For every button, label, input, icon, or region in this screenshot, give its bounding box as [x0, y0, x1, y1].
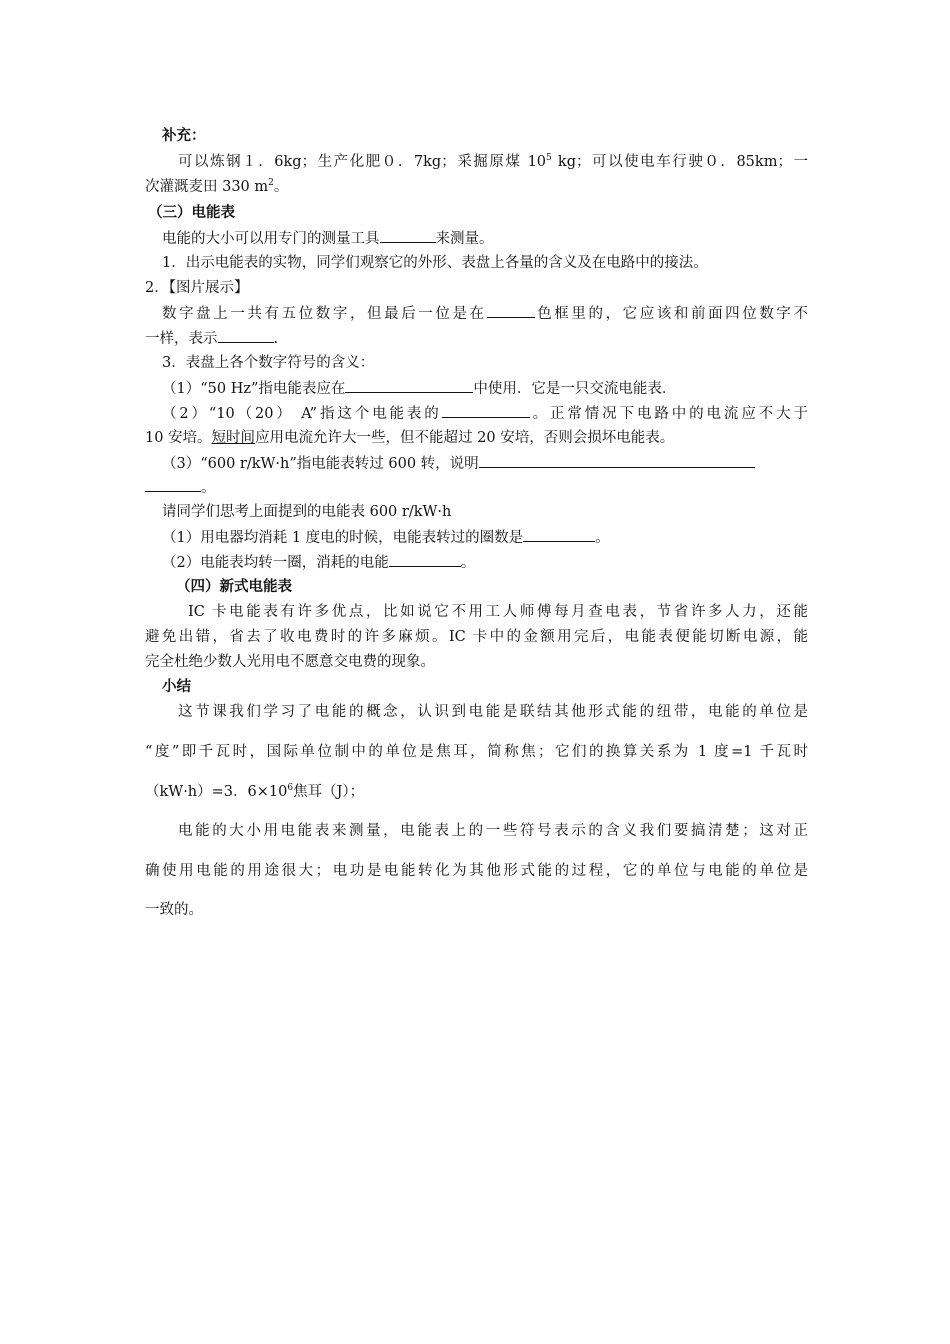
fill-blank — [145, 477, 201, 492]
meaning-2-line-2: 10 安培。短时间应用电流允许大一些，但不能超过 20 安培，否则会损坏电能表。 — [145, 430, 675, 446]
fill-blank — [523, 527, 595, 542]
meaning-2-line-1: （2）“10（20） A”指这个电能表的 。正常情况下电路中的电流应不大于 — [0, 403, 808, 424]
fill-blank — [487, 303, 535, 318]
summary-line-3: （kW·h）=3．$6\times 10^6$焦耳（J）； — [145, 783, 365, 800]
supplement-heading: 补充： — [162, 128, 206, 144]
digits-line-1: 数字盘上一共有五位数字，但最后一位是在 色框里的，它应该和前面四位数字不 — [0, 303, 808, 324]
think-prompt: 请同学们思考上面提到的电能表 600 r/kW·h — [162, 504, 452, 520]
summary-line-6: 一致的。 — [145, 902, 203, 918]
section-3-item-3: 3．表盘上各个数字符号的含义： — [162, 355, 375, 371]
question-1: （1）用电器均消耗 1 度电的时候，电能表转过的圈数是 。 — [0, 527, 950, 548]
meaning-1: （1）“50 Hz”指电能表应在 中使用．它是一只交流电能表． — [0, 378, 950, 399]
supplement-line-1: 可以炼钢１．6kg；生产化肥０．7kg；采掘原煤 $10^5$ kg；可以使电车行驶０．85km；一 — [178, 153, 808, 170]
summary-line-1: 这节课我们学习了电能的概念，认识到电能是联结其他形式能的纽带，电能的单位是 — [178, 704, 808, 720]
section-4-line-1: IC 卡电能表有许多优点，比如说它不用工人师傅每月查电表，节省许多人力，还能 — [188, 604, 808, 620]
section-3-item-1: 1．出示电能表的实物，同学们观察它的外形、表盘上各量的含义及在电路中的接法。 — [162, 255, 708, 271]
fill-blank — [380, 228, 436, 243]
section-3-item-2: 2．【图片展示】 — [145, 280, 249, 296]
summary-line-5: 确使用电能的用途很大；电功是电能转化为其他形式能的过程，它的单位与电能的单位是 — [145, 863, 808, 879]
meaning-3-line-2: 。 — [0, 477, 950, 498]
digits-line-2: 一样，表示 . — [0, 328, 950, 349]
fill-blank — [442, 403, 530, 418]
fill-blank — [218, 328, 274, 343]
fill-blank — [345, 378, 473, 393]
fill-blank — [389, 552, 461, 567]
section-4-heading: （四）新式电能表 — [176, 579, 292, 595]
section-3-paragraph-1: 电能的大小可以用专门的测量工具 来测量。 — [0, 228, 950, 249]
section-4-line-3: 完全杜绝少数人光用电不愿意交电费的现象。 — [145, 654, 435, 670]
meaning-3-line-1: （3）“600 r/kW·h”指电能表转过 600 转，说明 — [0, 453, 950, 474]
summary-heading: 小结 — [162, 679, 191, 695]
summary-line-4: 电能的大小用电能表来测量，电能表上的一些符号表示的含义我们要搞清楚；这对正 — [178, 823, 808, 839]
section-4-line-2: 避免出错，省去了收电费时的许多麻烦。IC 卡中的金额用完后，电能表便能切断电源，能 — [145, 629, 808, 645]
fill-blank — [479, 453, 755, 468]
supplement-line-2: 次灌溉麦田 330 $m^2$。 — [145, 178, 289, 195]
question-2: （2）电能表均转一圈，消耗的电能 。 — [0, 552, 950, 573]
section-3-heading: （三）电能表 — [148, 205, 235, 221]
summary-line-2: “度”即千瓦时，国际单位制中的单位是焦耳，简称焦；它们的换算关系为 1 度=1 千瓦时 — [145, 744, 808, 760]
